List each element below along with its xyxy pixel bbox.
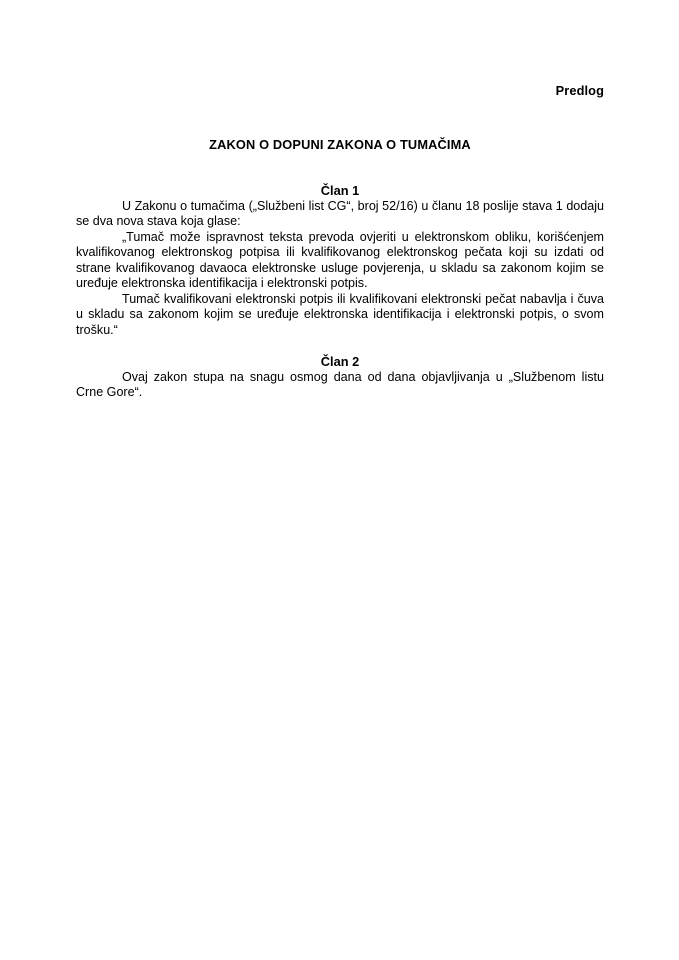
- document-label: Predlog: [555, 83, 604, 98]
- article-1-paragraph-1: U Zakonu o tumačima („Službeni list CG“, broj 52/16) u članu 18 poslije stava 1 dodaju se dva nova stava koja glase:: [76, 198, 604, 228]
- article-2-paragraph-1: Ovaj zakon stupa na snagu osmog dana od dana objavljivanja u „Službenom listu Crne Gore“.: [76, 369, 604, 399]
- document-content: [76, 0, 604, 401]
- article-1-heading: Član 1: [320, 183, 360, 198]
- article-1-paragraph-2: „Tumač može ispravnost teksta prevoda ovjeriti u elektronskom obliku, korišćenjem kvalifikovanog elektronskog potpisa ili kvalifikovanog elektronskog pečata koji su izdati od strane kvalifikovanog davaoca elektronske usluge povjerenja, u skladu sa zakonom kojim se uređuje elektronska identifikacija i elektronski potpis.: [76, 229, 604, 290]
- article-1-paragraph-3: Tumač kvalifikovani elektronski potpis ili kvalifikovani elektronski pečat nabavlja i čuva u skladu sa zakonom kojim se uređuje elektronska identifikacija i elektronski potpis, o svom trošku.“: [76, 291, 604, 337]
- document-title: ZAKON O DOPUNI ZAKONA O TUMAČIMA: [209, 136, 471, 152]
- article-2-heading: Član 2: [320, 354, 360, 369]
